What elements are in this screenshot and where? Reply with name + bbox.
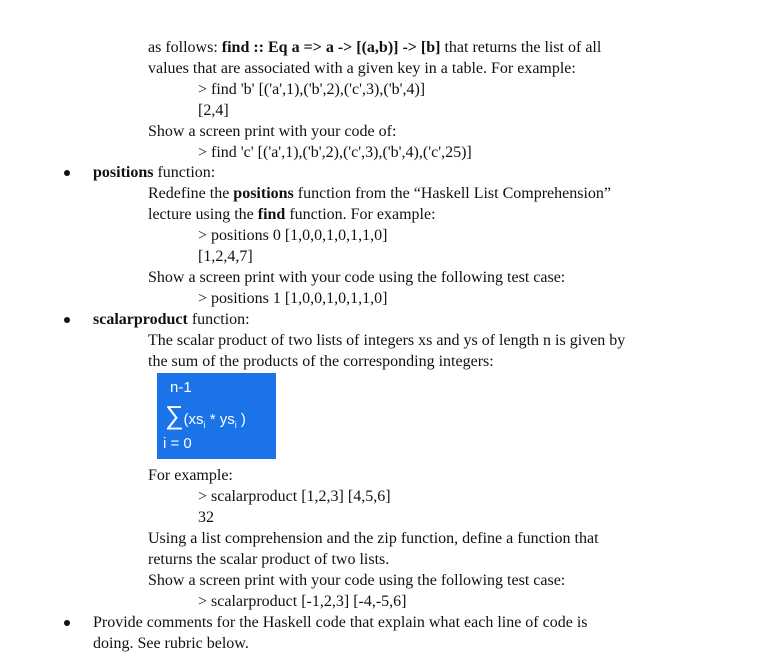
comments-line-2: doing. See rubric below.: [93, 635, 249, 652]
positions-lecture-line: lecture using the find function. For example:: [148, 206, 436, 223]
scalarproduct-example-output: 32: [198, 509, 214, 526]
positions-example-input: > positions 0 [1,0,0,1,0,1,1,0]: [198, 227, 388, 244]
find-test-case: > find 'c' [('a',1),('b',2),('c',3),('b',4),('c',25)]: [198, 144, 472, 161]
positions-show-print: Show a screen print with your code using the following test case:: [148, 269, 566, 286]
scalarproduct-bullet: [64, 317, 70, 323]
find-signature: find :: Eq a => a -> [(a,b)] -> [b]: [221, 39, 441, 56]
positions-example-output: [1,2,4,7]: [198, 248, 253, 265]
sigma-symbol: ∑: [165, 400, 184, 430]
positions-test-case: > positions 1 [1,0,0,1,0,1,1,0]: [198, 290, 388, 307]
scalarproduct-using-line-1: Using a list comprehension and the zip function, define a function that: [148, 530, 599, 547]
find-example-output: [2,4]: [198, 102, 229, 119]
scalarproduct-test-case: > scalarproduct [-1,2,3] [-4,-5,6]: [198, 593, 407, 610]
find-show-print: Show a screen print with your code of:: [148, 123, 397, 140]
scalarproduct-show-print: Show a screen print with your code using the following test case:: [148, 572, 566, 589]
formula-lower-limit: i = 0: [163, 435, 192, 452]
summation-formula: [157, 373, 276, 459]
find-desc-line: values that are associated with a given key in a table. For example:: [148, 60, 576, 77]
comments-line-1: Provide comments for the Haskell code that explain what each line of code is: [93, 614, 588, 631]
scalarproduct-heading: scalarproduct function:: [93, 311, 250, 328]
find-example-input: > find 'b' [('a',1),('b',2),('c',3),('b',4)]: [198, 81, 426, 98]
positions-bullet: [64, 170, 70, 176]
scalarproduct-for-example: For example:: [148, 467, 233, 484]
scalarproduct-desc-line-1: The scalar product of two lists of integers xs and ys of length n is given by: [148, 332, 626, 349]
scalarproduct-example-input: > scalarproduct [1,2,3] [4,5,6]: [198, 488, 391, 505]
positions-redefine-line: Redefine the positions function from the “Haskell List Comprehension”: [148, 185, 612, 202]
scalarproduct-desc-line-2: the sum of the products of the corresponding integers:: [148, 353, 494, 370]
find-intro-line: as follows: find :: Eq a => a -> [(a,b)] -> [b] that returns the list of all: [148, 39, 602, 56]
formula-upper-limit: n-1: [170, 379, 192, 396]
positions-heading: positions function:: [93, 164, 216, 181]
comments-bullet: [64, 620, 70, 626]
formula-body: $\sum(xs_i * ys_i$ ): [165, 400, 246, 430]
scalarproduct-using-line-2: returns the scalar product of two lists.: [148, 551, 390, 568]
